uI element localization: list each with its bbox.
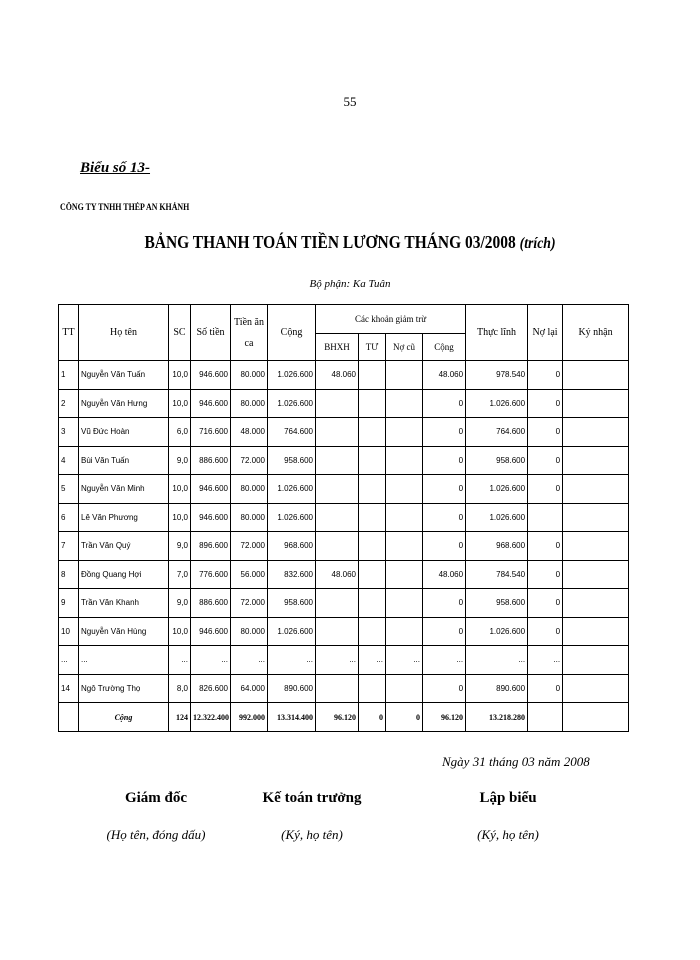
cell-tu	[359, 589, 386, 618]
col-meal-line1: Tiền ăn	[234, 316, 264, 328]
cell-bhxh	[316, 475, 359, 504]
cell-net: 1.026.600	[466, 389, 528, 418]
cell-name: Nguyễn Văn Hưng	[79, 389, 169, 418]
date-line: Ngày 31 tháng 03 năm 2008	[442, 754, 590, 769]
cell-debt-left: 0	[528, 674, 563, 703]
cell-ded-sum: 0	[423, 446, 466, 475]
signature-director	[76, 790, 236, 843]
cell-debt-left: 0	[528, 389, 563, 418]
cell-net: 784.540	[466, 560, 528, 589]
cell-sc: 10,0	[169, 389, 191, 418]
cell-meal: ...	[231, 646, 268, 675]
cell-sign	[563, 475, 629, 504]
table-row	[59, 418, 629, 447]
signature-preparer	[428, 790, 588, 843]
total-sum: 13.314.400	[268, 703, 316, 732]
title-suffix: (trích)	[519, 235, 556, 252]
cell-tt: 9	[59, 589, 79, 618]
cell-amount: 716.600	[191, 418, 231, 447]
cell-tu	[359, 617, 386, 646]
cell-tt: 10	[59, 617, 79, 646]
cell-sc: 9,0	[169, 589, 191, 618]
cell-ded-sum: 48.060	[423, 560, 466, 589]
cell-amount: 886.600	[191, 589, 231, 618]
title-main: BẢNG THANH TOÁN TIỀN LƯƠNG THÁNG 03/2008	[144, 232, 516, 252]
col-name: Họ tên	[79, 305, 169, 361]
cell-old-debt	[386, 475, 423, 504]
signature-chief-accountant	[232, 790, 392, 843]
total-label: Cộng	[79, 703, 169, 732]
cell-amount: 886.600	[191, 446, 231, 475]
table-row	[59, 617, 629, 646]
col-sum: Cộng	[268, 305, 316, 361]
signature-role: Lập biểu	[479, 790, 537, 806]
table-row	[59, 389, 629, 418]
cell-net: 1.026.600	[466, 503, 528, 532]
cell-bhxh	[316, 589, 359, 618]
cell-meal: 72.000	[231, 589, 268, 618]
cell-old-debt	[386, 589, 423, 618]
company-name: CÔNG TY TNHH THÉP AN KHÁNH	[60, 202, 190, 212]
cell-sc: 9,0	[169, 532, 191, 561]
department: Bộ phận: Ka Tuân	[309, 278, 391, 290]
col-amount: Số tiền	[191, 305, 231, 361]
cell-net: 1.026.600	[466, 617, 528, 646]
total-old-debt: 0	[386, 703, 423, 732]
cell-tt: 1	[59, 361, 79, 390]
cell-tt: 7	[59, 532, 79, 561]
cell-net: 978.540	[466, 361, 528, 390]
cell-name: Nguyễn Văn Hùng	[79, 617, 169, 646]
cell-tt: 4	[59, 446, 79, 475]
cell-tt: ...	[59, 646, 79, 675]
cell-tu: ...	[359, 646, 386, 675]
cell-name: Trần Văn Khanh	[79, 589, 169, 618]
table-row	[59, 674, 629, 703]
col-old-debt: Nợ cũ	[386, 334, 423, 361]
col-sign: Ký nhận	[563, 305, 629, 361]
cell-bhxh	[316, 674, 359, 703]
cell-debt-left: 0	[528, 560, 563, 589]
signature-note: (Ký, họ tên)	[281, 827, 343, 842]
signature-note: (Ký, họ tên)	[477, 827, 539, 842]
cell-name: Trần Văn Quý	[79, 532, 169, 561]
cell-tu	[359, 361, 386, 390]
cell-tt: 5	[59, 475, 79, 504]
cell-debt-left: ...	[528, 646, 563, 675]
cell-sc: 10,0	[169, 617, 191, 646]
cell-old-debt	[386, 617, 423, 646]
cell-net: 764.600	[466, 418, 528, 447]
cell-sign	[563, 674, 629, 703]
cell-tu	[359, 560, 386, 589]
cell-debt-left	[528, 503, 563, 532]
cell-name: Nguyễn Văn Tuấn	[79, 361, 169, 390]
col-sc: SC	[169, 305, 191, 361]
cell-tt: 14	[59, 674, 79, 703]
cell-amount: 826.600	[191, 674, 231, 703]
cell-name: Vũ Đức Hoàn	[79, 418, 169, 447]
cell-amount: 946.600	[191, 389, 231, 418]
cell-amount: 946.600	[191, 617, 231, 646]
col-tu: TƯ	[359, 334, 386, 361]
cell-ded-sum: 0	[423, 475, 466, 504]
col-deductions: Các khoản giảm trừ	[316, 305, 466, 334]
cell-bhxh: 48.060	[316, 361, 359, 390]
total-bhxh: 96.120	[316, 703, 359, 732]
cell-sign	[563, 361, 629, 390]
cell-sum: 890.600	[268, 674, 316, 703]
table-row	[59, 475, 629, 504]
cell-bhxh	[316, 617, 359, 646]
cell-sign	[563, 617, 629, 646]
cell-name: Lê Văn Phương	[79, 503, 169, 532]
cell-sc: 10,0	[169, 361, 191, 390]
cell-old-debt: ...	[386, 646, 423, 675]
cell-ded-sum: 48.060	[423, 361, 466, 390]
table-row	[59, 589, 629, 618]
cell-tt: 2	[59, 389, 79, 418]
cell-ded-sum: 0	[423, 418, 466, 447]
cell-ded-sum: 0	[423, 674, 466, 703]
cell-sc: 9,0	[169, 446, 191, 475]
cell-bhxh	[316, 532, 359, 561]
cell-ded-sum: 0	[423, 389, 466, 418]
cell-debt-left: 0	[528, 418, 563, 447]
cell-sum: 1.026.600	[268, 475, 316, 504]
cell-tu	[359, 389, 386, 418]
cell-old-debt	[386, 389, 423, 418]
total-ded-sum: 96.120	[423, 703, 466, 732]
cell-sc: 10,0	[169, 503, 191, 532]
cell-tt: 3	[59, 418, 79, 447]
cell-sign	[563, 389, 629, 418]
col-net: Thực lĩnh	[466, 305, 528, 361]
cell-sum: 958.600	[268, 589, 316, 618]
table-row	[59, 532, 629, 561]
page-number: 55	[343, 94, 357, 109]
total-meal: 992.000	[231, 703, 268, 732]
cell-old-debt	[386, 532, 423, 561]
cell-sum: 968.600	[268, 532, 316, 561]
cell-debt-left: 0	[528, 475, 563, 504]
cell-sum: 958.600	[268, 446, 316, 475]
cell-old-debt	[386, 446, 423, 475]
cell-name: Đồng Quang Hợi	[79, 560, 169, 589]
cell-debt-left: 0	[528, 361, 563, 390]
col-bhxh: BHXH	[316, 334, 359, 361]
cell-sum: 1.026.600	[268, 503, 316, 532]
cell-amount: 946.600	[191, 475, 231, 504]
cell-tu	[359, 418, 386, 447]
cell-sum: 1.026.600	[268, 389, 316, 418]
cell-ded-sum: 0	[423, 589, 466, 618]
cell-tu	[359, 674, 386, 703]
cell-bhxh	[316, 389, 359, 418]
cell-sum: ...	[268, 646, 316, 675]
cell-sign	[563, 446, 629, 475]
cell-sum: 1.026.600	[268, 617, 316, 646]
cell-meal: 80.000	[231, 361, 268, 390]
total-amount: 12.322.400	[191, 703, 231, 732]
col-meal	[231, 305, 268, 361]
cell-sc: 10,0	[169, 475, 191, 504]
cell-tu	[359, 503, 386, 532]
cell-amount: 946.600	[191, 361, 231, 390]
signature-role: Giám đốc	[124, 790, 188, 806]
cell-meal: 80.000	[231, 389, 268, 418]
cell-net: 968.600	[466, 532, 528, 561]
cell-sc: 6,0	[169, 418, 191, 447]
total-row	[59, 703, 629, 732]
cell-meal: 80.000	[231, 617, 268, 646]
cell-amount: ...	[191, 646, 231, 675]
col-debt-left: Nợ lại	[528, 305, 563, 361]
cell-sc: 8,0	[169, 674, 191, 703]
cell-ded-sum: 0	[423, 617, 466, 646]
table-row	[59, 646, 629, 675]
cell-meal: 80.000	[231, 503, 268, 532]
cell-old-debt	[386, 361, 423, 390]
document-title	[49, 232, 651, 253]
cell-old-debt	[386, 674, 423, 703]
cell-sc: ...	[169, 646, 191, 675]
table-row	[59, 446, 629, 475]
cell-old-debt	[386, 560, 423, 589]
cell-net: 958.600	[466, 446, 528, 475]
cell-ded-sum: 0	[423, 503, 466, 532]
cell-sign	[563, 503, 629, 532]
cell-sum: 1.026.600	[268, 361, 316, 390]
cell-sign	[563, 560, 629, 589]
cell-sign	[563, 532, 629, 561]
cell-name: Ngô Trường Thọ	[79, 674, 169, 703]
cell-old-debt	[386, 418, 423, 447]
total-debt-left	[528, 703, 563, 732]
cell-sign	[563, 589, 629, 618]
table-row	[59, 560, 629, 589]
cell-sum: 764.600	[268, 418, 316, 447]
cell-amount: 776.600	[191, 560, 231, 589]
cell-name: Nguyễn Văn Minh	[79, 475, 169, 504]
cell-sum: 832.600	[268, 560, 316, 589]
cell-debt-left: 0	[528, 617, 563, 646]
cell-bhxh: 48.060	[316, 560, 359, 589]
cell-name: ...	[79, 646, 169, 675]
cell-tt: 6	[59, 503, 79, 532]
cell-net: ...	[466, 646, 528, 675]
cell-bhxh	[316, 503, 359, 532]
cell-tu	[359, 446, 386, 475]
cell-meal: 72.000	[231, 446, 268, 475]
signature-role: Kế toán trưởng	[262, 790, 362, 806]
cell-net: 958.600	[466, 589, 528, 618]
cell-net: 1.026.600	[466, 475, 528, 504]
cell-net: 890.600	[466, 674, 528, 703]
cell-meal: 48.000	[231, 418, 268, 447]
cell-debt-left: 0	[528, 589, 563, 618]
cell-meal: 56.000	[231, 560, 268, 589]
payroll-table	[58, 304, 629, 732]
cell-sign	[563, 418, 629, 447]
cell-bhxh	[316, 418, 359, 447]
cell-old-debt	[386, 503, 423, 532]
cell-ded-sum: ...	[423, 646, 466, 675]
total-net: 13.218.280	[466, 703, 528, 732]
total-sc: 124	[169, 703, 191, 732]
cell-tu	[359, 532, 386, 561]
cell-tu	[359, 475, 386, 504]
cell-sc: 7,0	[169, 560, 191, 589]
cell-bhxh: ...	[316, 646, 359, 675]
cell-sign	[563, 646, 629, 675]
table-row	[59, 361, 629, 390]
cell-meal: 80.000	[231, 475, 268, 504]
total-sign	[563, 703, 629, 732]
cell-tt: 8	[59, 560, 79, 589]
signature-note: (Họ tên, đóng dấu)	[106, 827, 206, 842]
total-tu: 0	[359, 703, 386, 732]
cell-ded-sum: 0	[423, 532, 466, 561]
cell-amount: 896.600	[191, 532, 231, 561]
table-row	[59, 503, 629, 532]
cell-debt-left: 0	[528, 532, 563, 561]
cell-name: Bùi Văn Tuấn	[79, 446, 169, 475]
form-label: Biểu số 13-	[80, 160, 151, 176]
col-tt: TT	[59, 305, 79, 361]
col-meal-line2: ca	[244, 337, 254, 349]
cell-bhxh	[316, 446, 359, 475]
cell-meal: 64.000	[231, 674, 268, 703]
cell-meal: 72.000	[231, 532, 268, 561]
cell-debt-left: 0	[528, 446, 563, 475]
cell-amount: 946.600	[191, 503, 231, 532]
col-ded-sum: Cộng	[423, 334, 466, 361]
